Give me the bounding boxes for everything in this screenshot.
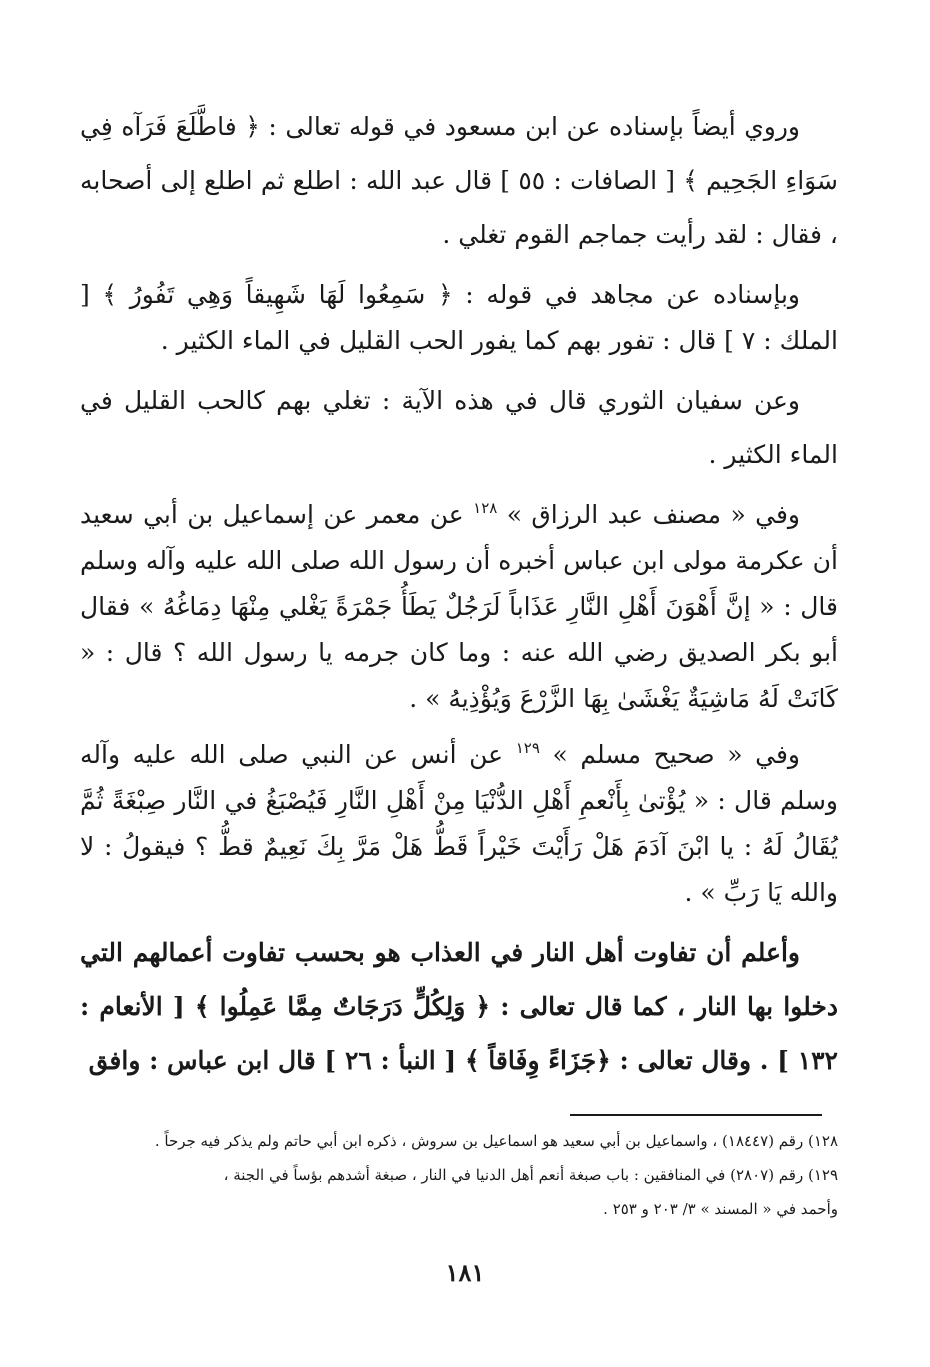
paragraph-muslim-body: عن أنس عن النبي صلى الله عليه وآله وسلم قال : « يُؤْتىٰ بِأَنْعمِ أَهْلِ الدُّنْيَا مِنْ أَهْلِ النَّارِ فَيُصْبَغُ في النَّار صِبْغَةً ثُمَّ يُقَالُ لَهُ : يا ابْنَ آدَمَ هَلْ رَأَيْتَ خَيْراً قَطُّ هَلْ مَرَّ بِكَ نَعِيمٌ قطُّ ؟ فيقولُ : لا والله يَا رَبِّ » . (80, 740, 838, 907)
footnotes (80, 1124, 838, 1226)
paragraph-closing: وأعلم أن تفاوت أهل النار في العذاب هو بحسب تفاوت أعمالهم التي دخلوا بها النار ، كما قال تعالى : ﴿ وَلِكُلٍّ دَرَجَاتٌ مِمَّا عَمِلُوا ﴾ [ الأنعام : ١٣٢ ] . وقال تعالى : ﴿جَزَاءً وِفَاقاً ﴾ [ النبأ : ٢٦ ] قال ابن عباس : وافق (80, 938, 838, 1075)
main-text (80, 100, 838, 1098)
paragraph-abdulrazzaq-body: عن معمر عن إسماعيل بن أبي سعيد أن عكرمة مولى ابن عباس أخبره أن رسول الله صلى الله عليه وآله وسلم قال : « إنَّ أَهْوَنَ أَهْلِ النَّارِ عَذَاباً لَرَجُلٌ يَطَأُ جَمْرَةً يَغْلي مِنْهَا دِمَاغُهُ » فقال أبو بكر الصديق رضي الله عنه : وما كان جرمه يا رسول الله ؟ قال : « كَانَتْ لَهُ مَاشِيَةٌ يَغْشَىٰ بِهَا الزَّرْعَ وَيُؤْذِيهُ » . (80, 500, 838, 713)
footnote-129-continued: وأحمد في « المسند » ٣/ ٢٠٣ و ٢٥٣ . (603, 1200, 838, 1218)
paragraph-muslim-lead: وفي « صحيح مسلم » (552, 740, 800, 769)
footnote-ref-128: ١٢٨ (473, 499, 498, 517)
footnote-divider (570, 1114, 822, 1116)
paragraph-ibn-masud: وروي أيضاً بإسناده عن ابن مسعود في قوله تعالى : ﴿ فاطَّلَعَ فَرَآه فِي سَوَاءِ الجَحِيم ﴾ [ الصافات : ٥٥ ] قال عبد الله : اطلع ثم اطلع إلى أصحابه ، فقال : لقد رأيت جماجم القوم تغلي . (80, 112, 838, 249)
footnote-129: ١٢٩) رقم (٢٨٠٧) في المنافقين : باب صبغة أنعم أهل الدنيا في النار ، صبغة أشدهم بؤساً في الجنة ، (223, 1166, 838, 1184)
paragraph-abdulrazzaq (80, 492, 838, 722)
paragraph-sufyan: وعن سفيان الثوري قال في هذه الآية : تغلي بهم كالحب القليل في الماء الكثير . (80, 386, 838, 469)
footnote-128: ١٢٨) رقم (١٨٤٤٧) ، واسماعيل بن أبي سعيد هو اسماعيل بن سروش ، ذكره ابن أبي حاتم ولم يذكر فيه جرحاً . (154, 1132, 838, 1150)
paragraph-abdulrazzaq-lead: وفي « مصنف عبد الرزاق » (506, 500, 800, 529)
paragraph-mujahid: وبإسناده عن مجاهد في قوله : ﴿ سَمِعُوا لَهَا شَهِيقاً وَهِي تَفُورُ ﴾ [ الملك : ٧ ] قال : تفور بهم كما يفور الحب القليل في الماء الكثير . (80, 280, 838, 355)
paragraph-muslim (80, 732, 838, 916)
footnote-ref-129: ١٢٩ (515, 739, 540, 757)
page-number: ١٨١ (445, 1258, 485, 1287)
